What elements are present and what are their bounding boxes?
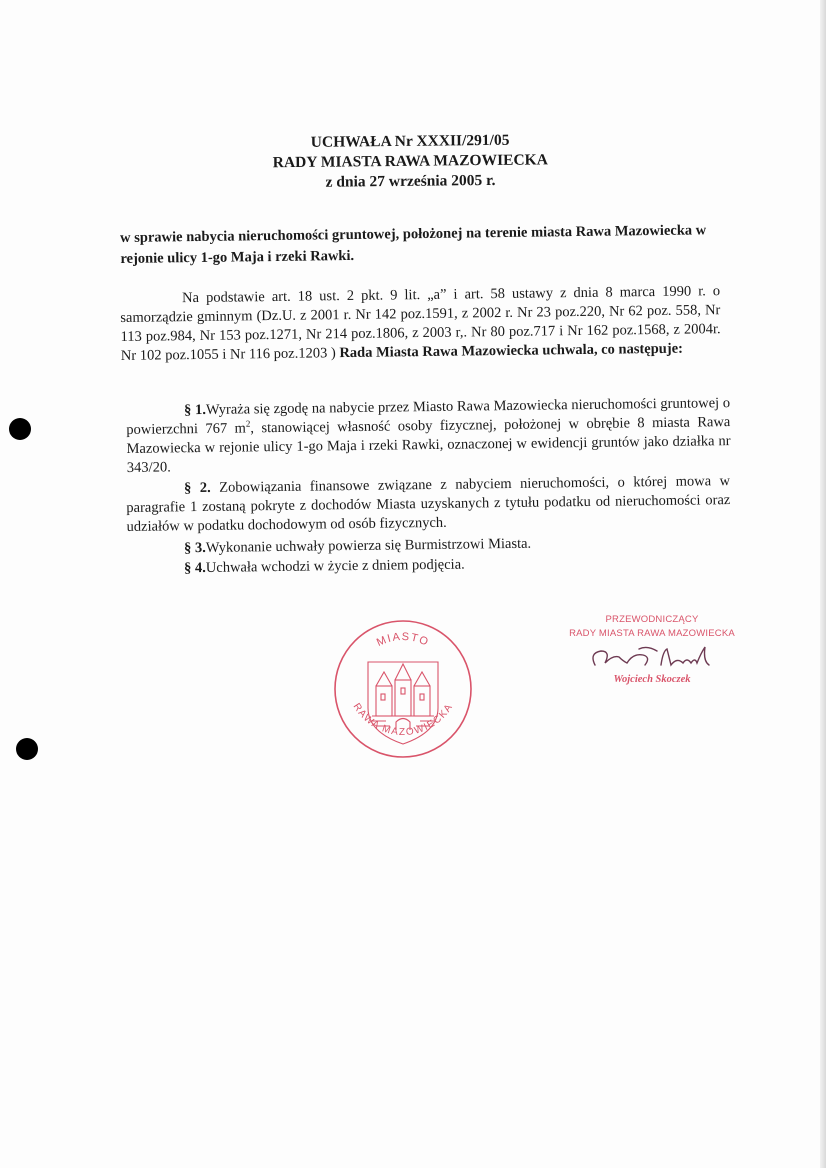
punch-hole-bottom [16,738,38,760]
area-unit-superscript: 2 [245,418,251,429]
resolution-subject: w sprawie nabycia nieruchomości gruntowej, położonej na terenie miasta Rawa Mazowiecka w rejonie ulicy 1-go Maja i rzeki Rawki. [120,222,707,267]
resolution-header [200,130,621,194]
resolution-number: UCHWAŁA Nr XXXII/291/05 [310,131,510,151]
paragraph-1-mark: § 1. [184,401,207,419]
paragraph-1-text-a: Wyraża się zgodę na nabycie przez Miasto Rawa Mazowiecka nieruchomości gruntowej o powierzchni 767 m [126,395,731,438]
svg-text:RAWA MAZOWIECKA [351,701,456,738]
signature-title-line2: RADY MIASTA RAWA MAZOWIECKA [569,628,735,639]
handwritten-signature [587,643,717,673]
signature-block [552,613,752,685]
paragraph-2-text: Zobowiązania finansowe związane z nabyciem nieruchomości, o której mowa w paragrafie 1 zostaną pokryte z dochodów Miasta uzyskanych z tytułu podatku od nieruchomości oraz udziałów w podatku dochodowym od osób fizycznych. [126,473,731,535]
signature-title-line1: PRZEWODNICZĄCY [605,614,699,625]
paragraph-3-mark: § 3. [184,539,206,557]
paragraph-4-text: Uchwała wchodzi w życie z dniem podjęcia. [205,556,465,576]
legal-basis-paragraph [120,282,721,366]
council-name: RADY MIASTA RAWA MAZOWIECKA [272,151,548,172]
seal-bottom-text: RAWA MAZOWIECKA [350,701,456,739]
legal-basis-text: Na podstawie art. 18 ust. 2 pkt. 9 lit. „a” i art. 58 ustawy z dnia 8 marca 1990 r. o samorządzie gminnym (Dz.U. z 2001 r. Nr 142 poz.1591, z 2002 r. Nr 23 poz.220, Nr 62 poz. 558, Nr 113 poz.984, Nr 153 poz.1271, Nr 214 poz.1806, z 2003 r,. Nr 80 poz.717 i Nr 162 poz.1568, z 2004r. Nr 102 poz.1055 i Nr 116 poz.1203 ) [120,283,721,364]
seal-top-text: MIASTO [374,630,432,650]
paragraph-2-mark: § 2. [184,479,211,497]
paragraph-3-text: Wykonanie uchwały powierza się Burmistrzowi Miasta. [205,535,532,556]
svg-text:MIASTO [375,631,431,649]
punch-hole-top [9,418,31,440]
signatory-name: Wojciech Skoczek [613,674,691,685]
paragraph-4-mark: § 4. [184,559,206,577]
council-resolves-text: Rada Miasta Rawa Mazowiecka uchwala, co następuje: [339,340,684,362]
resolution-date: z dnia 27 września 2005 r. [325,171,496,191]
paragraph-1-text-b: , stanowiącej własność osoby fizycznej, położonej w obrębie 8 miasta Rawa Mazowiecka w rejonie ulicy 1-go Maja i rzeki Rawki, oznaczonej w ewidencji gruntów jako działka nr 343/20. [126,414,731,476]
city-seal-stamp [332,618,474,760]
paragraph-2 [126,472,731,537]
paragraph-1 [126,394,731,478]
scan-edge-shadow [820,0,826,1168]
